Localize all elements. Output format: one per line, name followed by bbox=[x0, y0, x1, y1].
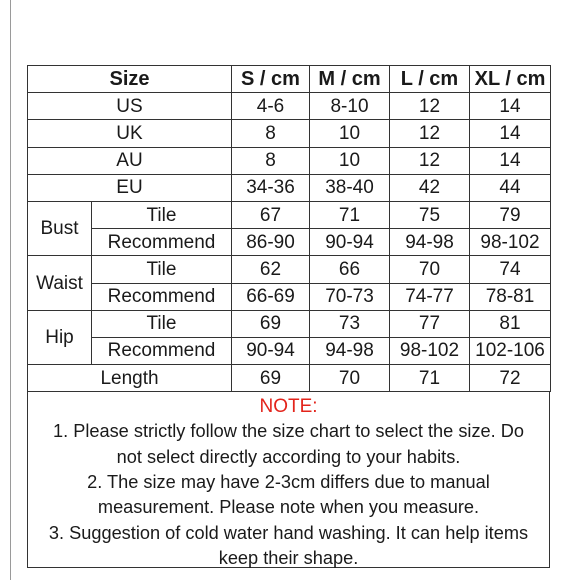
table-cell: 10 bbox=[310, 147, 390, 174]
group-label-waist: Waist bbox=[28, 256, 92, 310]
table-cell: 42 bbox=[390, 174, 470, 201]
table-cell: 66 bbox=[310, 256, 390, 283]
table-cell: 8 bbox=[232, 120, 310, 147]
table-cell: 62 bbox=[232, 256, 310, 283]
table-cell: 69 bbox=[232, 365, 310, 392]
row-label-eu: EU bbox=[28, 174, 232, 201]
table-cell: 12 bbox=[390, 147, 470, 174]
row-label-au: AU bbox=[28, 147, 232, 174]
table-row bbox=[28, 93, 551, 120]
sub-label-tile: Tile bbox=[92, 201, 232, 228]
table-cell: 98-102 bbox=[470, 229, 551, 256]
table-cell: 74-77 bbox=[390, 283, 470, 310]
table-row bbox=[28, 256, 551, 283]
table-cell: 10 bbox=[310, 120, 390, 147]
table-cell: 14 bbox=[470, 120, 551, 147]
table-cell: 75 bbox=[390, 201, 470, 228]
note-line: not select directly according to your habits. bbox=[116, 446, 461, 467]
note-line: 1. Please strictly follow the size chart to select the size. Do bbox=[52, 421, 525, 442]
table-cell: 70 bbox=[390, 256, 470, 283]
table-cell: 73 bbox=[310, 310, 390, 337]
col-header-m: M / cm bbox=[310, 66, 390, 93]
table-cell: 98-102 bbox=[390, 337, 470, 364]
table-cell: 12 bbox=[390, 120, 470, 147]
table-cell: 90-94 bbox=[232, 337, 310, 364]
note-line: keep their shape. bbox=[218, 548, 359, 569]
table-cell: 77 bbox=[390, 310, 470, 337]
table-cell: 81 bbox=[470, 310, 551, 337]
table-cell: 70 bbox=[310, 365, 390, 392]
size-header: Size bbox=[28, 66, 232, 93]
row-label-uk: UK bbox=[28, 120, 232, 147]
table-cell: 44 bbox=[470, 174, 551, 201]
group-label-bust: Bust bbox=[28, 201, 92, 255]
table-row bbox=[28, 120, 551, 147]
sub-label-recommend: Recommend bbox=[92, 283, 232, 310]
note-line: 2. The size may have 2-3cm differs due to manual bbox=[87, 472, 490, 493]
table-cell: 70-73 bbox=[310, 283, 390, 310]
col-header-l: L / cm bbox=[390, 66, 470, 93]
table-cell: 8-10 bbox=[310, 93, 390, 120]
table-cell: 74 bbox=[470, 256, 551, 283]
table-row bbox=[28, 283, 551, 310]
table-cell: 66-69 bbox=[232, 283, 310, 310]
table-cell: 78-81 bbox=[470, 283, 551, 310]
table-cell: 38-40 bbox=[310, 174, 390, 201]
table-cell: 12 bbox=[390, 93, 470, 120]
table-cell: 90-94 bbox=[310, 229, 390, 256]
row-label-us: US bbox=[28, 93, 232, 120]
note-line: 3. Suggestion of cold water hand washing. It can help items bbox=[48, 522, 529, 543]
table-cell: 8 bbox=[232, 147, 310, 174]
table-cell: 14 bbox=[470, 93, 551, 120]
col-header-xl: XL / cm bbox=[470, 66, 551, 93]
table-row bbox=[28, 147, 551, 174]
header-row bbox=[28, 66, 551, 93]
note-box bbox=[27, 392, 550, 568]
table-cell: 71 bbox=[390, 365, 470, 392]
table-cell: 86-90 bbox=[232, 229, 310, 256]
sub-label-tile: Tile bbox=[92, 256, 232, 283]
table-cell: 94-98 bbox=[310, 337, 390, 364]
table-cell: 4-6 bbox=[232, 93, 310, 120]
table-cell: 72 bbox=[470, 365, 551, 392]
table-row bbox=[28, 229, 551, 256]
row-label-length: Length bbox=[28, 365, 232, 392]
table-cell: 14 bbox=[470, 147, 551, 174]
table-cell: 71 bbox=[310, 201, 390, 228]
table-cell: 94-98 bbox=[390, 229, 470, 256]
table-row bbox=[28, 365, 551, 392]
size-chart bbox=[27, 65, 550, 580]
sub-label-tile: Tile bbox=[92, 310, 232, 337]
table-cell: 34-36 bbox=[232, 174, 310, 201]
group-label-hip: Hip bbox=[28, 310, 92, 364]
table-cell: 69 bbox=[232, 310, 310, 337]
note-title: NOTE: bbox=[259, 396, 318, 418]
table-row bbox=[28, 174, 551, 201]
table-row bbox=[28, 310, 551, 337]
table-row bbox=[28, 201, 551, 228]
col-header-s: S / cm bbox=[232, 66, 310, 93]
left-edge-line bbox=[10, 0, 11, 580]
sub-label-recommend: Recommend bbox=[92, 337, 232, 364]
table-row bbox=[28, 337, 551, 364]
table-cell: 67 bbox=[232, 201, 310, 228]
note-line: measurement. Please note when you measure. bbox=[97, 497, 480, 518]
table-cell: 102-106 bbox=[470, 337, 551, 364]
size-table bbox=[27, 65, 551, 392]
table-cell: 79 bbox=[470, 201, 551, 228]
sub-label-recommend: Recommend bbox=[92, 229, 232, 256]
